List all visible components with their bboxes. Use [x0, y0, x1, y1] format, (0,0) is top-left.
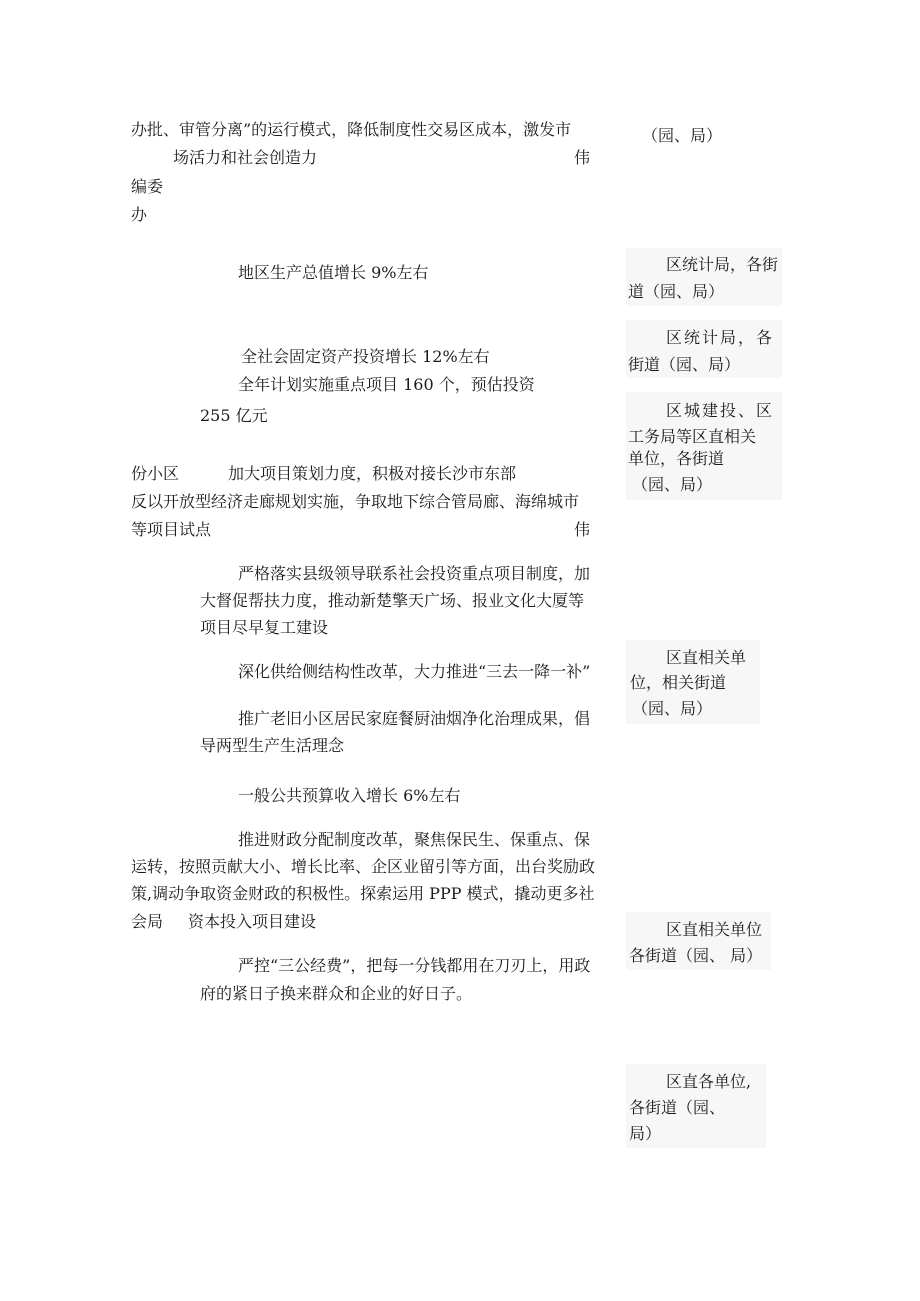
- text-fragment: 份小区: [131, 464, 180, 483]
- responsible-unit-line: 单位，各街道: [628, 449, 725, 468]
- responsible-unit: （园、局）: [642, 126, 723, 145]
- responsible-unit: [626, 640, 760, 724]
- responsible-unit-line: 区统计局，各: [666, 328, 775, 347]
- text-line: 反以开放型经济走廊规划实施，争取地下综合管局廊、海绵城市: [131, 492, 580, 511]
- responsible-unit-line: （园、局）: [632, 699, 713, 718]
- text-line: 导两型生产生活理念: [200, 736, 345, 755]
- text-line: 项目尽早复工建设: [200, 618, 329, 637]
- responsible-unit-line: 工务局等区直相关: [628, 427, 757, 446]
- responsible-unit-line: 区城建投、区: [666, 401, 775, 420]
- text-line: 策,调动争取资金财政的积极性。探索运用 PPP 模式，撬动更多社: [131, 884, 595, 903]
- text-line: 大督促帮扶力度，推动新楚擎天广场、报业文化大厦等: [200, 591, 585, 610]
- text-line: 推进财政分配制度改革，聚焦保民生、保重点、保: [238, 830, 591, 849]
- responsible-unit-line: 街道（园、局）: [628, 355, 741, 374]
- responsible-unit-line: 区统计局，各街: [666, 255, 779, 274]
- responsible-unit-line: 区直各单位,: [666, 1072, 752, 1091]
- investment-target: 全社会固定资产投资增长 12%左右: [241, 347, 490, 366]
- text-fragment: 伟: [574, 148, 591, 167]
- responsible-unit-line: 各街道（园、 局）: [629, 946, 763, 965]
- budget-target: 一般公共预算收入增长 6%左右: [238, 786, 461, 805]
- text-line: 255 亿元: [200, 406, 268, 425]
- text-line: 场活力和社会创造力: [173, 148, 318, 167]
- responsible-unit: [626, 392, 782, 500]
- text-fragment: 办: [131, 205, 148, 224]
- text-fragment: 伟: [574, 520, 591, 539]
- text-line: 运转，按照贡献大小、增长比率、企区业留引等方面，出台奖励政: [131, 857, 596, 876]
- responsible-unit-line: 各街道（园、: [629, 1098, 726, 1117]
- text-line: 全年计划实施重点项目 160 个，预估投资: [238, 375, 535, 394]
- gdp-target: 地区生产总值增长 9%左右: [238, 263, 429, 282]
- responsible-unit-line: 区直相关单: [666, 648, 747, 667]
- responsible-unit-line: 局）: [629, 1124, 662, 1143]
- text-line: 办批、审管分离”的运行模式，降低制度性交易区成本，激发市: [131, 120, 572, 139]
- responsible-unit-line: 位，相关街道: [630, 673, 727, 692]
- text-line: 等项目试点: [131, 520, 212, 539]
- text-line: 严格落实县级领导联系社会投资重点项目制度，加: [238, 564, 591, 583]
- responsible-unit-line: 道（园、局）: [628, 282, 725, 301]
- responsible-unit: [626, 1064, 766, 1148]
- responsible-unit: [626, 912, 771, 970]
- responsible-unit-line: （园、局）: [632, 475, 713, 494]
- text-line: 深化供给侧结构性改革，大力推进“三去一降一补”: [238, 662, 591, 681]
- text-line: 加大项目策划力度，积极对接长沙市东部: [228, 464, 517, 483]
- responsible-unit: [626, 248, 782, 306]
- text-line: 资本投入项目建设: [188, 912, 317, 931]
- text-fragment: 会局: [131, 912, 164, 931]
- text-line: 推广老旧小区居民家庭餐厨油烟净化治理成果，倡: [238, 709, 591, 728]
- text-fragment: 编委: [131, 177, 164, 196]
- text-line: 府的紧日子换来群众和企业的好日子。: [200, 984, 473, 1003]
- text-line: 严控“三公经费”，把每一分钱都用在刀刃上，用政: [238, 956, 591, 975]
- responsible-unit-line: 区直相关单位: [666, 920, 763, 939]
- responsible-unit: [626, 320, 782, 378]
